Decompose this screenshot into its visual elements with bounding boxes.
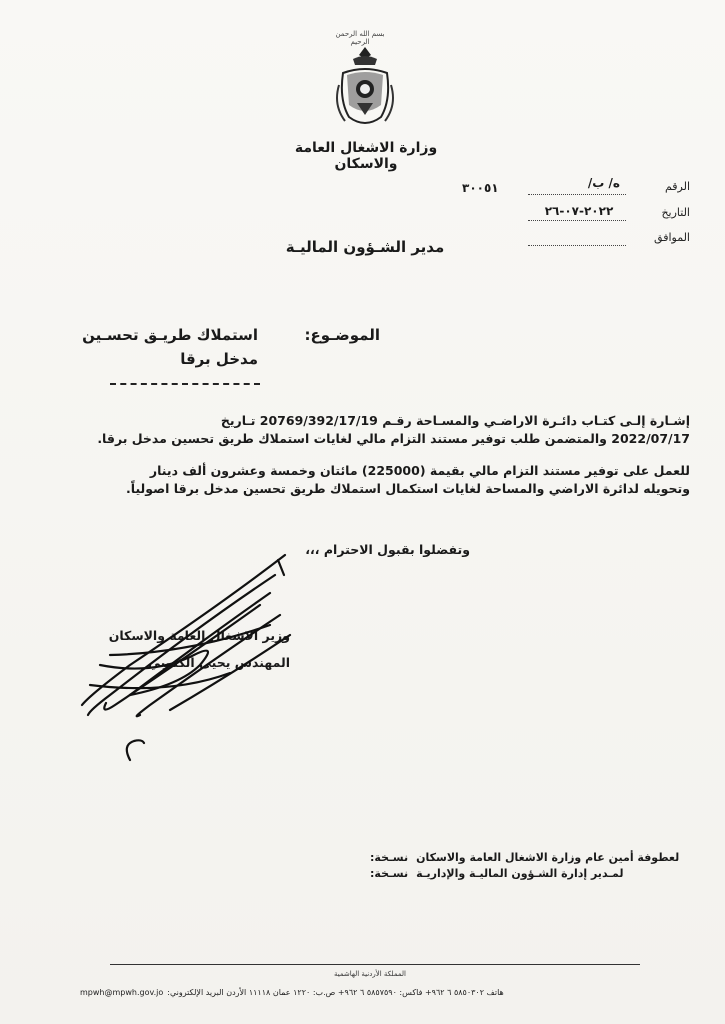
date-value: ٢٠٢٢-٠٧-٢٦ (544, 204, 614, 218)
footer-email: mpwh@mpwh.gov.jo (80, 988, 164, 997)
footer-contact-details: هاتف ٥٨٥٠٣٠٢ ٦ ٩٦٢+ فاكس: ٥٨٥٧٥٩٠ ٦ ٩٦٢+ ص.ب: ١٢٢٠ عمان ١١١١٨ الأردن البريد الإلكتروني: (167, 988, 504, 997)
recipient-heading: مدير الشـؤون الماليـة (285, 238, 445, 256)
subject-label: الموضـوع: (304, 326, 380, 344)
copies-list (370, 850, 680, 882)
copy-label: نسـخة: (370, 851, 409, 864)
body-paragraph-1-line-1: إشـارة إلـى كتـاب دائـرة الاراضـي والمسـاحة رقـم 20769/392/17/19 تـاريخ (220, 413, 690, 428)
copy-text: لعطوفة أمين عام وزارة الاشغال العامة والاسكان (416, 851, 680, 864)
number-value: ه/ ب/ (587, 176, 620, 190)
body-paragraph-2-line-1: للعمل على توفير مستند التزام مالي بقيمة (225000) مائتان وخمسة وعشرون ألف دينار (149, 463, 690, 478)
copy-label: نسـخة: (370, 867, 409, 880)
body-paragraph-2-line-2: وتحويله لدائرة الاراضي والمساحة لغايات استكمال استملاك طريق تحسين مدخل برقا اصولياً. (126, 481, 690, 496)
body-paragraph-1-line-2: 2022/07/17 والمتضمن طلب توفير مستند التزام مالي لغايات استملاك طريق تحسين مدخل برقا. (97, 431, 690, 446)
number-label: الرقم (664, 180, 690, 193)
footer-caption: المملكة الأردنية الهاشمية (333, 970, 407, 978)
closing-line: وتفضلوا بقبول الاحترام ،،، (305, 542, 470, 557)
handwritten-signature (70, 545, 330, 765)
footer-divider (110, 964, 640, 965)
footer-contact (80, 988, 680, 997)
copy-text: لمـدير إدارة الشـؤون الماليـة والإداريـة (416, 867, 624, 880)
crest-caption: بسم الله الرحمن الرحيم (335, 30, 385, 46)
signatory-title: وزير الاشغال العامة والاسكان (108, 628, 290, 643)
corresponding-label: الموافق (654, 231, 690, 244)
subject-line-1: استملاك طريـق تحسـين (82, 326, 258, 344)
extra-number: ٣٠٠٥١ (462, 181, 499, 195)
ministry-name: وزارة الاشغال العامة والاسكان (294, 140, 438, 172)
coat-of-arms-logo (335, 45, 395, 130)
corresponding-line (528, 233, 626, 246)
copy-item (370, 866, 670, 882)
subject-line-2: مدخل برقا (180, 350, 258, 368)
date-label: التاريخ (661, 206, 690, 219)
subject-underline (110, 383, 260, 385)
copy-item (370, 850, 680, 866)
signatory-name: المهندس يحيى الكسبي (147, 655, 290, 670)
